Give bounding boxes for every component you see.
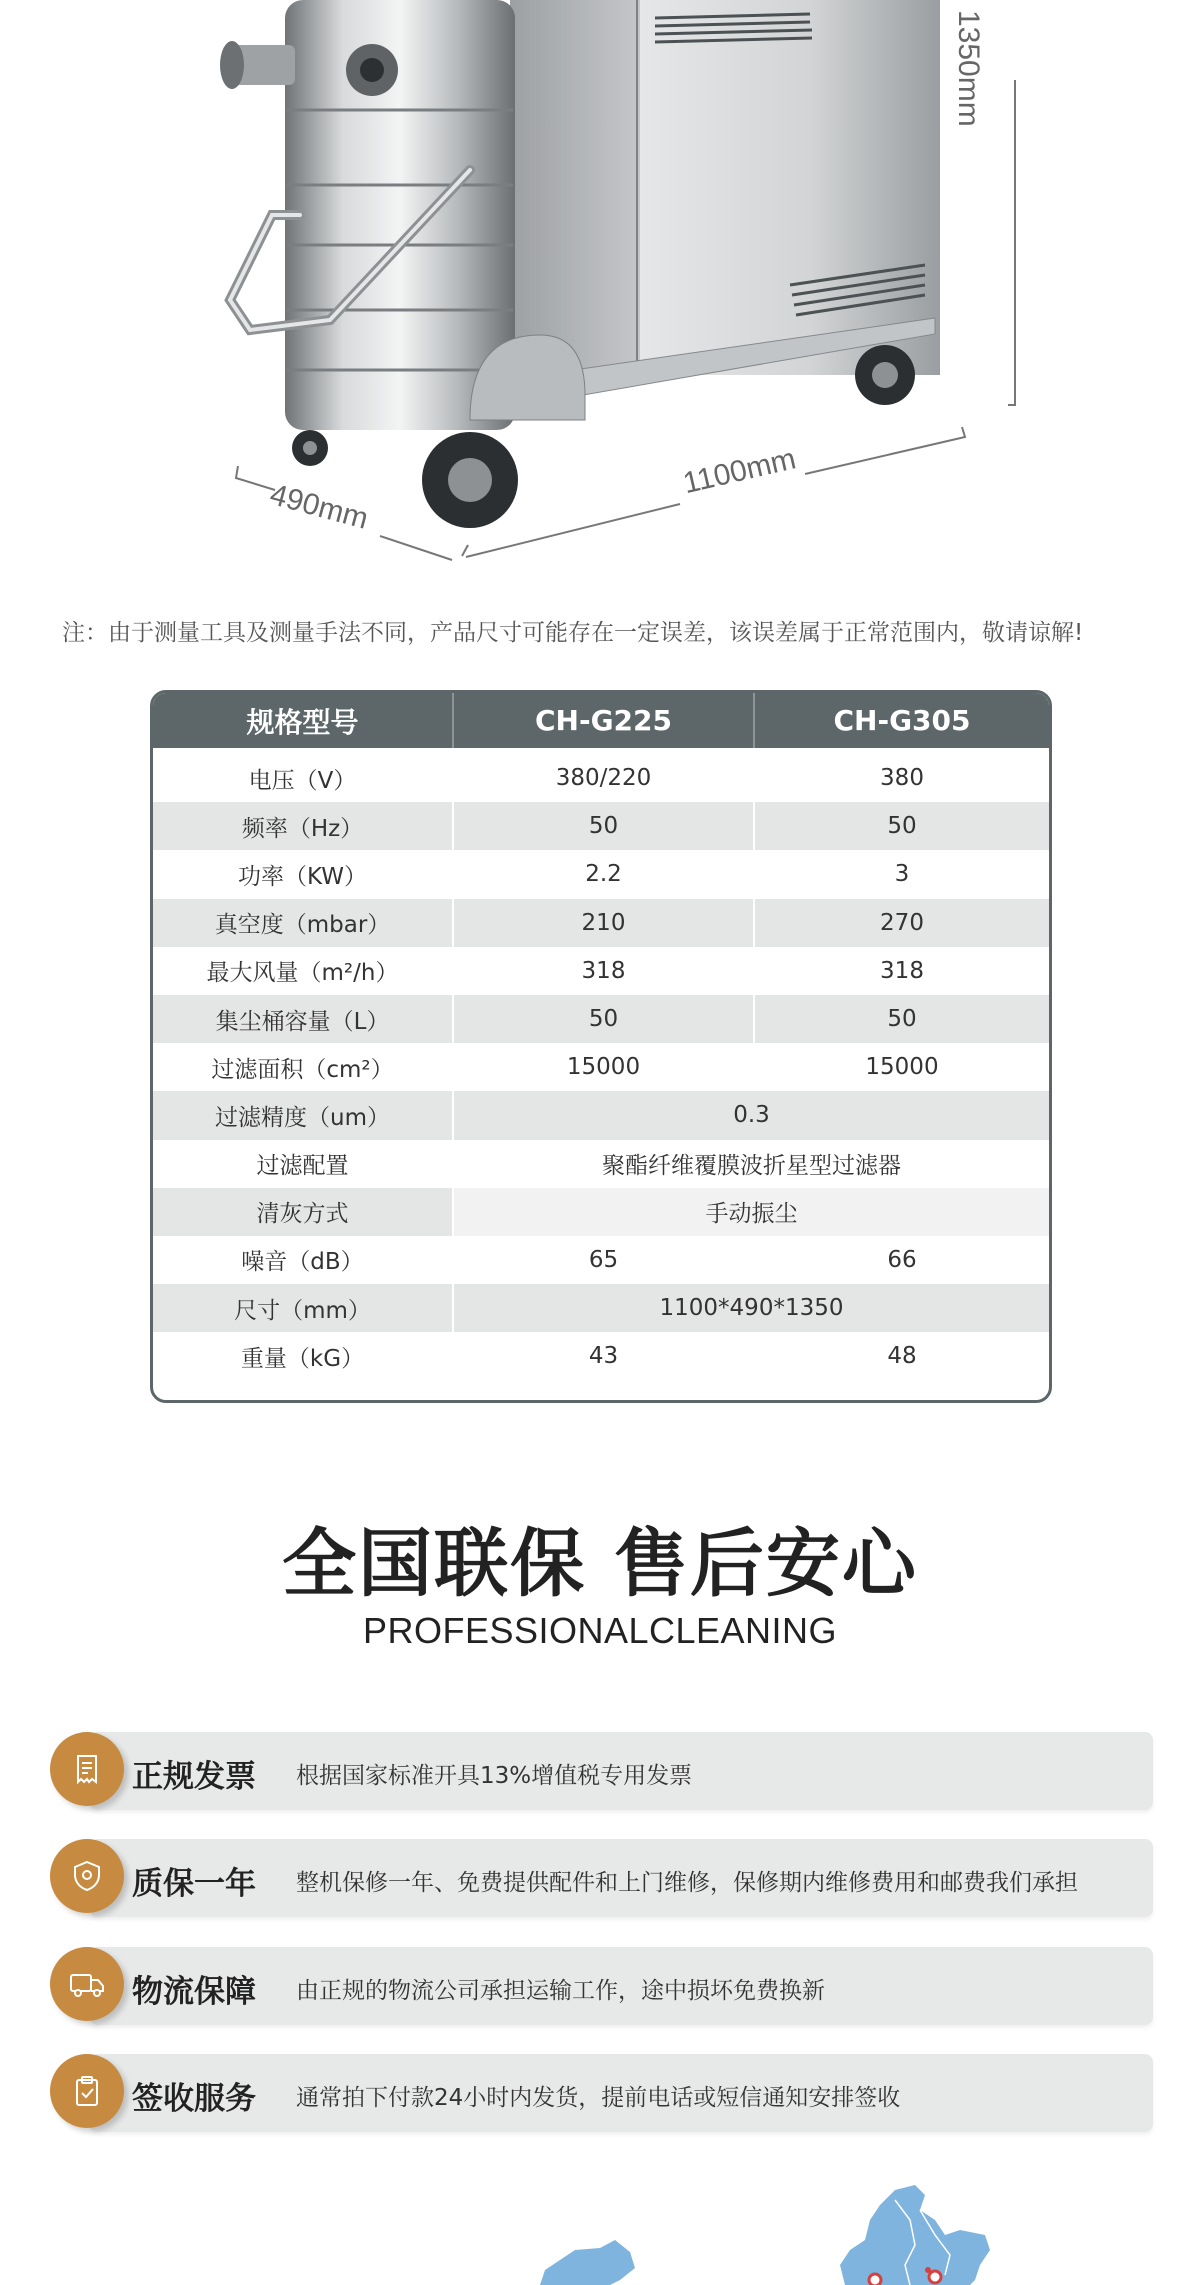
cell-ch-g225: 50	[452, 802, 753, 850]
service-title: 正规发票	[132, 1759, 256, 1795]
product-illustration	[0, 0, 1200, 580]
header-ch-g305: CH-G305	[753, 693, 1049, 748]
table-row	[153, 802, 1049, 850]
service-item-warranty	[50, 1835, 1153, 1915]
clipboard-check-icon	[50, 2054, 124, 2128]
cell-shared: 聚酯纤维覆膜波折星型过滤器	[452, 1140, 1049, 1188]
service-title: 物流保障	[132, 1974, 256, 2010]
service-title: 签收服务	[132, 2081, 256, 2117]
cell-ch-g225: 15000	[452, 1043, 753, 1091]
row-label: 集尘桶容量（L）	[153, 995, 452, 1043]
row-label: 尺寸（mm）	[153, 1284, 452, 1332]
table-row	[153, 1188, 1049, 1236]
service-desc: 通常拍下付款24小时内发货，提前电话或短信通知安排签收	[296, 2085, 901, 2111]
cell-ch-g225: 50	[452, 995, 753, 1043]
spec-table	[150, 690, 1052, 1403]
cell-ch-g225: 210	[452, 899, 753, 947]
cell-ch-g305: 50	[753, 995, 1049, 1043]
cell-ch-g305: 380	[753, 754, 1049, 802]
table-row	[153, 1236, 1049, 1284]
cell-ch-g225: 318	[452, 947, 753, 995]
table-row	[153, 850, 1049, 898]
cell-ch-g225: 65	[452, 1236, 753, 1284]
height-dimension-label: 1350mm	[952, 10, 985, 127]
china-map-image	[0, 2180, 1200, 2285]
row-label: 过滤面积（cm²）	[211, 1056, 394, 1083]
row-label: 真空度（mbar）	[153, 899, 452, 947]
service-desc: 整机保修一年、免费提供配件和上门维修，保修期内维修费用和邮费我们承担	[296, 1870, 1078, 1896]
row-label: 重量（kG）	[240, 1345, 365, 1372]
cell-ch-g305: 318	[753, 947, 1049, 995]
service-title: 质保一年	[132, 1866, 256, 1902]
table-row	[153, 899, 1049, 947]
row-label: 频率（Hz）	[153, 802, 452, 850]
table-row	[153, 1284, 1049, 1332]
cell-ch-g305: 15000	[753, 1043, 1049, 1091]
table-row	[153, 1091, 1049, 1139]
section-title: 全国联保 售后安心	[282, 1521, 918, 1607]
invoice-icon	[50, 1732, 124, 1806]
row-label: 功率（KW）	[237, 863, 367, 890]
cell-ch-g305: 48	[753, 1332, 1049, 1380]
cell-ch-g225: 2.2	[452, 850, 753, 898]
section-subtitle: PROFESSIONALCLEANING	[362, 1610, 838, 1651]
cell-shared: 1100*490*1350	[452, 1284, 1049, 1332]
cell-ch-g305: 270	[753, 899, 1049, 947]
shield-icon	[50, 1839, 124, 1913]
row-label: 电压（V）	[248, 767, 357, 794]
row-label: 清灰方式	[153, 1188, 452, 1236]
service-item-delivery	[50, 2050, 1153, 2130]
cell-ch-g305: 50	[753, 802, 1049, 850]
row-label: 过滤配置	[256, 1153, 349, 1180]
row-label: 噪音（dB）	[241, 1249, 364, 1276]
service-desc: 由正规的物流公司承担运输工作，途中损坏免费换新	[296, 1978, 825, 2004]
spec-table-header	[153, 693, 1049, 748]
row-label: 过滤精度（um）	[153, 1091, 452, 1139]
cell-ch-g305: 66	[753, 1236, 1049, 1284]
table-row	[153, 754, 1049, 802]
truck-icon	[50, 1947, 124, 2021]
service-desc: 根据国家标准开具13%增值税专用发票	[296, 1763, 693, 1789]
table-row	[153, 1043, 1049, 1091]
header-model: 规格型号	[246, 705, 359, 739]
header-ch-g225: CH-G225	[452, 693, 753, 748]
service-item-logistics	[50, 1943, 1153, 2023]
table-row	[153, 1332, 1049, 1380]
cell-shared: 手动振尘	[452, 1188, 1049, 1236]
service-item-invoice	[50, 1728, 1153, 1808]
width-dimension-label: 490mm	[266, 478, 372, 536]
table-row	[153, 1140, 1049, 1188]
measurement-note: 注：由于测量工具及测量手法不同，产品尺寸可能存在一定误差，该误差属于正常范围内，敬请谅解!	[62, 620, 1084, 646]
cell-ch-g305: 3	[753, 850, 1049, 898]
row-label: 最大风量（m²/h）	[206, 960, 399, 987]
cell-ch-g225: 380/220	[452, 754, 753, 802]
vacuum-cleaner-image	[0, 0, 1200, 580]
cell-shared: 0.3	[452, 1091, 1049, 1139]
table-row	[153, 995, 1049, 1043]
length-dimension-label: 1100mm	[680, 442, 799, 501]
table-row	[153, 947, 1049, 995]
cell-ch-g225: 43	[452, 1332, 753, 1380]
